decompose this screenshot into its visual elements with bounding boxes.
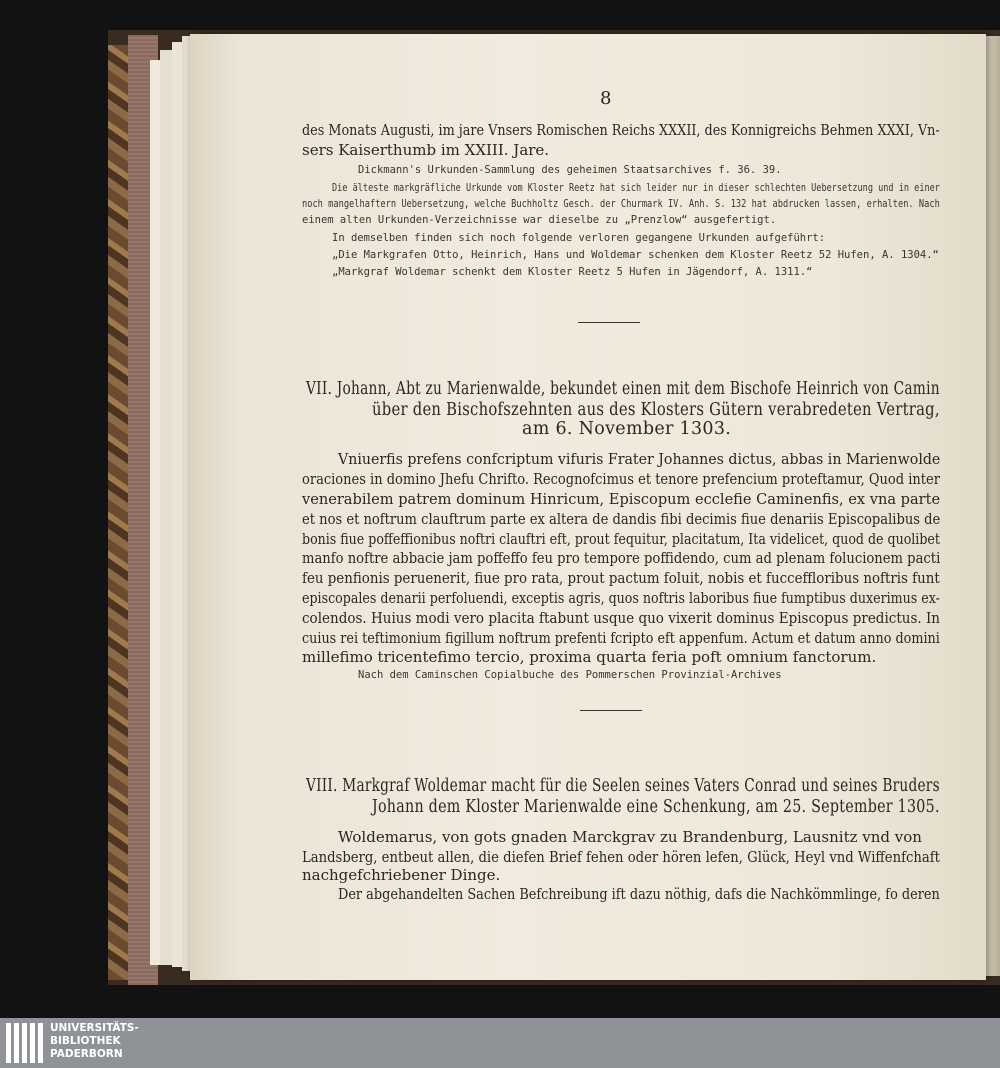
body-line: feu penfionis peruenerit, fiue pro rata, prout pactum foluit, nobis et fucceffloribus noftris funt xyxy=(302,569,940,587)
body-line: oraciones in domino Jhefu Chrifto. Recognofcimus et tenore prefencium proteftamur, Quod inter xyxy=(302,470,940,488)
library-logo-icon xyxy=(6,1023,46,1063)
body-line: millefimo tricentefimo tercio, proxima quarta feria poft omnium fanctorum. xyxy=(302,648,877,666)
section-8-heading: Johann dem Kloster Marienwalde eine Schenkung, am 25. September 1305. xyxy=(372,797,940,817)
body-line: nachgefchriebener Dinge. xyxy=(302,866,501,884)
body-line: Vniuerfis prefens confcriptum vifuris Frater Johannes dictus, abbas in Marienwolde xyxy=(338,450,941,468)
note-line: In demselben finden sich noch folgende verloren gegangene Urkunden aufgeführt: xyxy=(332,232,826,244)
body-line: Der abgehandelten Sachen Befchreibung ift dazu nöthig, dafs die Nachkömmlinge, fo deren xyxy=(338,885,940,903)
section-7-heading: am 6. November 1303. xyxy=(522,419,732,439)
divider xyxy=(578,322,640,323)
divider xyxy=(580,710,642,711)
note-line: „Die Markgrafen Otto, Heinrich, Hans und Woldemar schenken dem Kloster Reetz 52 Hufen, A. 1304.“ xyxy=(332,249,939,261)
source-note: Nach dem Caminschen Copialbuche des Pommerschen Provinzial-Archives xyxy=(358,669,782,681)
library-name-line: BIBLIOTHEK xyxy=(50,1035,121,1047)
body-line: manfo noftre abbacie jam poffeffo feu pro tempore poffidendo, cum ad plenam folucionem pacti xyxy=(302,549,941,567)
library-name-line: PADERBORN xyxy=(50,1048,123,1060)
section-8-heading: VIII. Markgraf Woldemar macht für die Seelen seines Vaters Conrad und seines Bruders xyxy=(306,776,940,796)
section-7-heading: VII. Johann, Abt zu Marienwalde, bekundet einen mit dem Bischofe Heinrich von Camin xyxy=(306,379,940,399)
text-line: sers Kaiserthumb im XXIII. Jare. xyxy=(302,141,550,159)
library-footer xyxy=(0,1018,1000,1068)
body-line: venerabilem patrem dominum Hinricum, Episcopum ecclefie Caminenfis, ex vna parte xyxy=(302,490,941,508)
text-line: des Monats Augusti, im jare Vnsers Romischen Reichs XXXII, des Konnigreichs Behmen XXXI, Vn- xyxy=(302,121,940,139)
body-line: et nos et noftrum clauftrum parte ex altera de dandis fibi decimis fiue denariis Episcopalibus de xyxy=(302,510,941,528)
body-line: bonis fiue poffeffionibus noftri clauftri eft, prout fequitur, placitatum, Ita videlicet, quod de quolibet xyxy=(302,530,940,548)
body-line: Landsberg, entbeut allen, die diefen Brief fehen oder hören lefen, Glück, Heyl vnd Wiffenfchaft xyxy=(302,848,940,866)
note-line: Die älteste markgräfliche Urkunde vom Kloster Reetz hat sich leider nur in dieser schlechten Uebersetzung und in einer xyxy=(332,182,940,194)
body-line: cuius rei teftimonium figillum noftrum prefenti fcripto eft appenfum. Actum et datum anno domini xyxy=(302,629,940,647)
library-name xyxy=(50,1022,139,1061)
section-7-heading: über den Bischofszehnten aus des Klosters Gütern verabredeten Vertrag, xyxy=(372,400,940,420)
body-line: Woldemarus, von gots gnaden Marckgrav zu Brandenburg, Lausnitz vnd von xyxy=(338,828,922,846)
body-line: colendos. Huius modi vero placita ftabunt usque quo vixerit dominus Episcopus predictus. In xyxy=(302,609,940,627)
body-line: episcopales denarii perfoluendi, exceptis agris, quos noftris laboribus fiue fumptibus duxerimus ex- xyxy=(302,589,940,607)
page-number: 8 xyxy=(600,88,612,109)
note-line: einem alten Urkunden-Verzeichnisse war dieselbe zu „Prenzlow“ ausgefertigt. xyxy=(302,214,777,226)
library-name-line: UNIVERSITÄTS- xyxy=(50,1022,139,1034)
note-line: noch mangelhaftern Uebersetzung, welche Buchholtz Gesch. der Churmark IV. Anh. S. 132 hat abdrucken lassen, erhalten. Nach xyxy=(302,198,940,210)
note-line: „Markgraf Woldemar schenkt dem Kloster Reetz 5 Hufen in Jägendorf, A. 1311.“ xyxy=(332,266,813,278)
right-page-edge xyxy=(986,36,1000,976)
note-line: Dickmann's Urkunden-Sammlung des geheimen Staatsarchives f. 36. 39. xyxy=(358,164,782,176)
